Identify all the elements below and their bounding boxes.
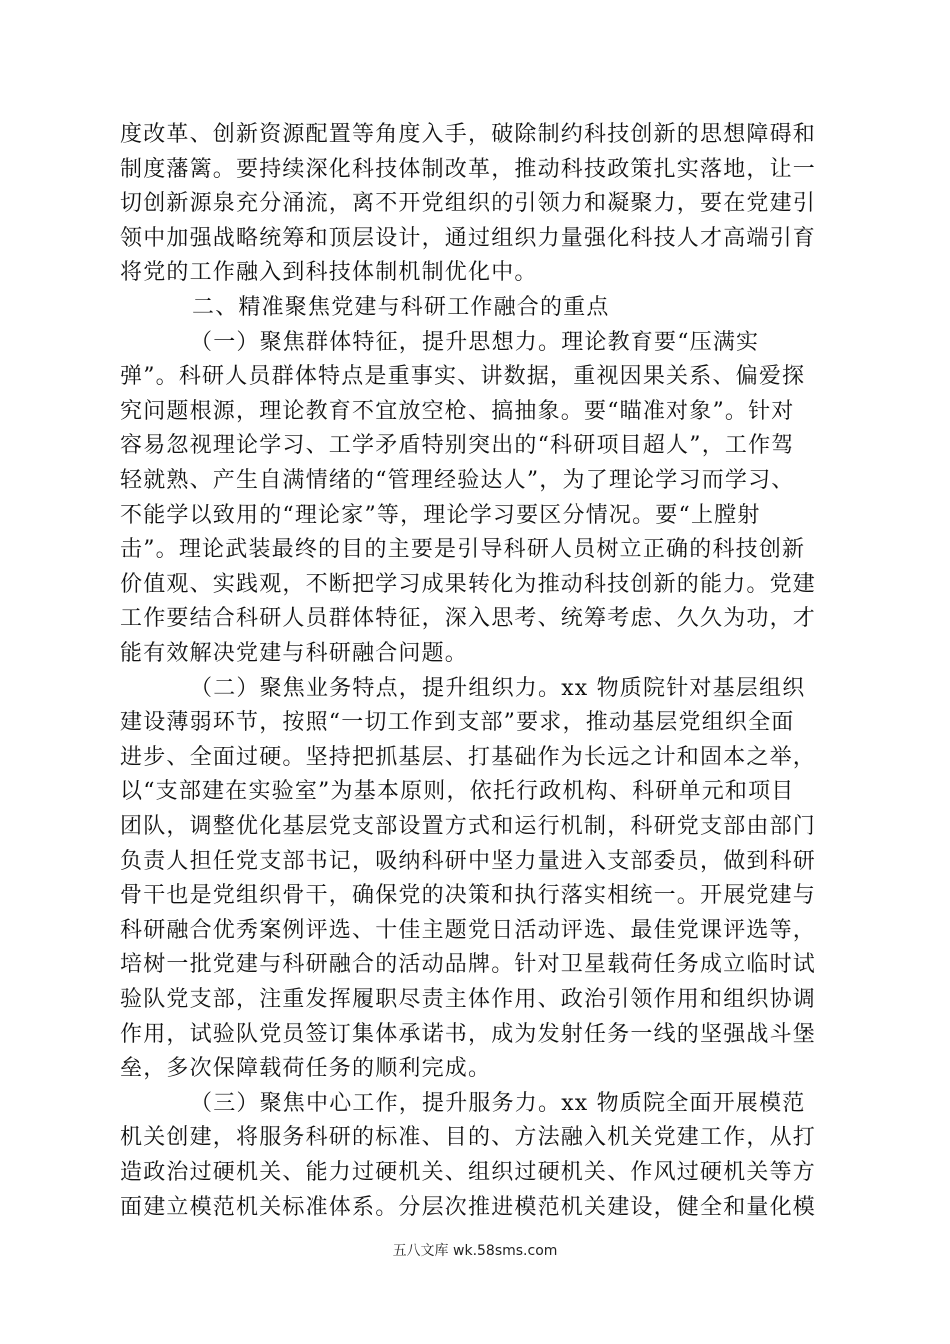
subsection-heading-line: （一）聚焦群体特征，提升思想力。理论教育要“压满实: [190, 329, 760, 355]
body-text-line: 度改革、创新资源配置等角度入手，破除制约科技创新的思想障碍和: [120, 122, 817, 147]
body-text-line: 验队党支部，注重发挥履职尽责主体作用、政治引领作用和组织协调: [120, 987, 817, 1012]
body-text-line: 团队，调整优化基层党支部设置方式和运行机制，科研党支部由部门: [120, 814, 817, 839]
body-text-line: 面建立模范机关标准体系。分层次推进模范机关建设，健全和量化模: [120, 1194, 817, 1220]
body-text-line: 科研融合优秀案例评选、十佳主题党日活动评选、最佳党课评选等，: [120, 917, 817, 943]
body-text-line: 培树一批党建与科研融合的活动品牌。针对卫星载荷任务成立临时试: [120, 952, 817, 978]
body-text-line: 进步、全面过硬。坚持把抓基层、打基础作为长远之计和固本之举，: [120, 744, 817, 770]
body-text-line: 弹”。科研人员群体特点是重事实、讲数据，重视因果关系、偏爱探: [120, 364, 806, 390]
body-text-line: 建设薄弱环节，按照“一切工作到支部”要求，推动基层党组织全面: [120, 710, 795, 736]
body-text-line: 容易忽视理论学习、工学矛盾特别突出的“科研项目超人”，工作驾: [120, 433, 795, 459]
body-text-line: 负责人担任党支部书记，吸纳科研中坚力量进入支部委员，做到科研: [120, 848, 817, 874]
body-text-line: 能有效解决党建与科研融合问题。: [120, 641, 469, 666]
body-text-line: 垒，多次保障载荷任务的顺利完成。: [120, 1056, 492, 1082]
body-text-line: 工作要结合科研人员群体特征，深入思考、统筹考虑、久久为功，才: [120, 606, 817, 632]
body-text-line: 领中加强战略统筹和顶层设计，通过组织力量强化科技人才高端引育: [120, 225, 817, 251]
footer-watermark: 五八文库 wk.58sms.com: [392, 1243, 558, 1259]
body-text-line: 将党的工作融入到科技体制机制优化中。: [120, 260, 538, 286]
body-text-line: 造政治过硬机关、能力过硬机关、组织过硬机关、作风过硬机关等方: [120, 1160, 817, 1185]
body-text-line: 价值观、实践观，不断把学习成果转化为推动科技创新的能力。党建: [120, 571, 817, 597]
body-text-line: 机关创建，将服务科研的标准、目的、方法融入机关党建工作，从打: [120, 1125, 817, 1151]
body-text-line: 轻就熟、产生自满情绪的“管理经验达人”，为了理论学习而学习、: [120, 468, 795, 493]
body-text-line: 制度藩篱。要持续深化科技体制改革，推动科技政策扎实落地，让一: [120, 156, 817, 182]
body-text-line: 究问题根源，理论教育不宜放空枪、搞抽象。要“瞄准对象”。针对: [120, 398, 795, 424]
subsection-heading-line: （二）聚焦业务特点，提升组织力。xx 物质院针对基层组织: [190, 675, 806, 701]
body-text-line: 作用，试验队党员签订集体承诺书，成为发射任务一线的坚强战斗堡: [120, 1021, 817, 1047]
subsection-heading-line: （三）聚焦中心工作，提升服务力。xx 物质院全面开展模范: [190, 1090, 806, 1116]
section-heading: 二、精准聚焦党建与科研工作融合的重点: [192, 295, 610, 320]
body-text-line: 不能学以致用的“理论家”等，理论学习要区分情况。要“上膛射: [120, 502, 761, 528]
body-text-line: 击”。理论武装最终的目的主要是引导科研人员树立正确的科技创新: [120, 537, 806, 563]
body-text-line: 切创新源泉充分涌流，离不开党组织的引领力和凝聚力，要在党建引: [120, 191, 817, 217]
body-text-line: 以“支部建在实验室”为基本原则，依托行政机构、科研单元和项目: [120, 779, 795, 805]
body-text-line: 骨干也是党组织骨干，确保党的决策和执行落实相统一。开展党建与: [120, 883, 817, 909]
